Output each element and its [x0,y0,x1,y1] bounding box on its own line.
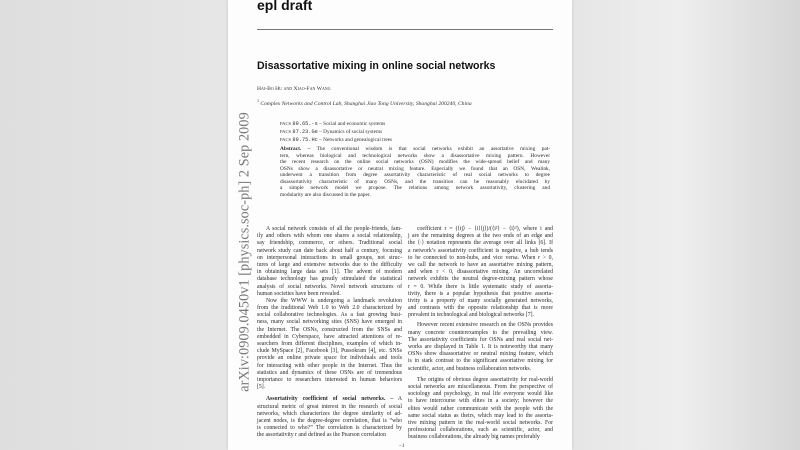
text-line [408,337,553,344]
text-line [408,291,553,298]
line-text: from the traditional Web 1.0 to Web 2.0 characterized by [257,305,402,312]
abstract [280,146,550,198]
text-line [257,418,402,425]
text-line [257,319,402,326]
line-text: The conventional wisdom is that social networks exhibit an assortative mixing pat- [316,146,550,152]
line-text: tive mixing pattern in the real-world social networks. For [408,419,553,426]
text-line [408,298,553,305]
text-line [408,358,553,365]
line-text: ness, many social networking sites (SNS) have emerged in [257,319,402,326]
line-text: prevalent in technological and biological networks [7]. [408,312,534,319]
line-text: tures of large and extensive networks due to the difficulty [257,261,402,268]
line-text: to be connected to non-hubs, and vice versa. When r > 0, [408,254,553,261]
text-line [408,366,553,373]
pacs-desc: – Networks and genealogical trees [319,137,393,143]
text-line [257,411,402,418]
line-text: scientific, actor, and business collaboration networks. [408,365,532,372]
text-line [257,432,402,439]
line-text: analysis of social networks. Novel network structures of [257,283,402,290]
text-line [408,413,553,420]
text-line [257,240,402,247]
line-text: social collaborative technologies. As a fast growing busi- [257,312,402,319]
line-text: disassortativity characteristic of many OSNs, and the transition can be reasonably elucidated by [280,178,550,185]
text-line [408,406,553,413]
line-text: coefficient r = (⟨ij⟩ − ⟨i⟩⟨j⟩)/(⟨i²⟩ − ⟨i⟩²), where i and [417,226,553,232]
line-text: modularity are also discussed in the paper. [280,191,371,198]
line-text: A social network consists of all the people-friends, fam- [266,226,402,232]
affiliation [257,98,472,107]
paragraph [257,298,402,391]
line-text: underwent a transition from degree assortativity characteristic of real social networks to degree [280,172,550,179]
text-line [257,384,402,391]
line-text: sociology and psychology, in real life everyone would like [408,391,553,398]
line-text: is connected to who?” The correlation is characterized by [257,425,402,432]
text-line [257,248,402,255]
text-line [257,341,402,348]
line-text: jacent nodes, is the degree-degree correlation, that is “who [257,417,402,424]
text-line [257,363,402,370]
line-text: and when r < 0, disassortative mixing. An uncorrelated [408,269,553,276]
text-line [408,284,553,291]
line-text: a simple network model we propose. The relations among network assortativity, clustering and [280,185,550,192]
line-text: same social status as theirs, which may lead to the assorta- [408,412,553,419]
line-text: works are displayed in Table 1. It is noteworthy that many [408,344,553,350]
pacs-desc: – Dynamics of social systems [319,129,383,135]
line-text: embedded in Cyberspace, have attracted attentions of re- [257,333,402,340]
line-text: many concrete counterexamples to the prevailing view. [408,329,553,336]
text-line [408,398,553,405]
line-text: network study can date back about half a century, focusing [257,247,402,254]
line-text: r = 0. While there is little systematic study of assorta- [408,283,553,290]
header-rule [257,29,553,30]
text-line [408,420,553,427]
line-text: the ⟨·⟩ notation represents the average over all links [6]. If [408,240,553,247]
text-line [257,370,402,377]
line-text: tern, whereas biological and technological networks show a disassortative mixing pattern. However [280,152,550,159]
text-line [408,276,553,283]
paragraph [257,226,402,298]
line-text: The assortativity coefficients for OSNs and real social net- [408,336,553,343]
text-line [408,312,553,319]
paper-title: Disassortative mixing in online social networks [257,60,496,72]
text-line [257,404,402,411]
pacs-code: 87.23.Ge [292,129,318,135]
pacs-label: PACS [280,129,292,134]
text-line [257,355,402,362]
pacs-code: 89.65.-s [292,121,318,127]
line-text: [5]. [257,384,266,391]
page-number: –1 [399,443,405,449]
line-text: social networks are miscellaneous. From the perspective of [408,383,553,390]
affiliation-mark: 1 [257,98,259,103]
line-text: the Internet. The OSNs, constructed from the SNSs and [257,326,402,333]
journal-header: epl draft [257,0,313,13]
line-text: elites would rather communicate with the people with the [408,405,553,412]
text-line [257,291,402,298]
text-line [257,327,402,334]
line-text: OSNs show disassortative or neutral mixing feature, which [408,351,553,358]
text-line [408,391,553,398]
line-text: a network’s assortativity coefficient is negative, a hub tends [408,247,553,254]
line-text: Now the WWW is undergoing a landmark revolution [266,297,402,304]
text-line [408,248,553,255]
line-text: human societies have been revealed. [257,290,341,297]
line-text: network exhibits the neutral degree-mixing pattern whose [408,276,553,283]
text-line [257,284,402,291]
line-text: ily and others with whom one shares a social relationship, [257,233,402,240]
text-line [257,334,402,341]
text-line [408,269,553,276]
line-text: The origins of obvious degree assortativity for real-world [417,376,553,383]
text-line [408,377,553,384]
line-text: A [397,396,403,403]
line-text: However recent extensive research on the OSNs provides [417,322,553,329]
text-line [280,192,550,199]
pacs-label: PACS [280,137,292,142]
pacs-label: PACS [280,121,292,126]
line-text: database technology has greatly stimulated the statistical [257,276,402,283]
text-line [257,276,402,283]
text-line [257,269,402,276]
line-text: on interpersonal interactions in small groups, not struc- [257,254,402,261]
paper-page [228,0,572,450]
line-text: j are the remaining degrees at the two ends of an edge and [408,233,553,240]
paragraph-lead: Abstract. – [280,146,311,152]
line-text: in obtaining large data sets [1]. The advent of modern [257,269,402,276]
text-line [257,377,402,384]
line-text: we call the network to have an assortative mixing pattern, [408,261,553,268]
line-text: and contrasts with the opposite relationship that is more [408,305,553,312]
text-line [408,262,553,269]
text-line [408,330,553,337]
line-text: statistics and dynamics of these OSNs are of tremendous [257,369,402,376]
text-line [257,226,402,233]
line-text: provide an online private space for individuals and tools [257,355,402,362]
pacs-code: 89.75.Hc [292,137,318,143]
paragraph [408,322,553,372]
text-line [408,305,553,312]
affiliation-text: Complex Networks and Control Lab, Shanghai Jiao Tong University, Shanghai 200240, China [260,100,472,107]
paragraph [408,377,553,442]
line-text: professional collaborations, such as scientific, actor, and [408,427,553,434]
text-line [257,396,402,403]
line-text: clude MySpace [2], Facebook [3], Pussokram [4], etc. SNSs [257,348,402,355]
line-text: business collaborations, the already big names preferably [408,434,540,441]
text-line [408,322,553,329]
line-text: for interacting with other people in the Internet. Thus the [257,362,402,369]
paragraph [257,396,402,439]
line-text: OSNs show a disassortative or neutral mixing feature. Especially we found that an OSN, Wealink, [280,165,550,172]
arxiv-stamp: arXiv:0909.0450v1 [physics.soc-ph] 2 Sep 2009 [236,112,253,392]
line-text: importance to researchers interested in human behaviors [257,376,402,383]
authors: Hai-Bo Hu and Xiao-Fan Wang [257,86,331,92]
text-line [257,255,402,262]
line-text: say friendship, commerce, or others. Traditional social [257,240,402,247]
line-text: to have intercourse with elites in a society; however the [408,398,553,405]
pacs-line [280,129,382,135]
left-column [257,226,402,439]
pacs-desc: – Social and economic systems [319,121,386,127]
text-line [257,298,402,305]
line-text: structural metric of great interest in the research of social [257,403,402,410]
text-line [408,255,553,262]
right-column [408,226,553,441]
paragraph-lead: Assortativity coefficient of social networks. – [266,396,394,403]
text-line [408,434,553,441]
pacs-line [280,121,385,127]
text-line [408,240,553,247]
line-text: tivity, there is a popular hypothesis that positive assorta- [408,290,553,297]
line-text: the recent research on the online social networks (OSN) modifies the wide-spread belief and many [280,159,550,166]
line-text: searchers from different disciplines, examples of which in- [257,341,402,347]
line-text: is in stark contrast to the significant assortative mixing for [408,358,553,365]
line-text: networks, which characterizes the degree similarity of ad- [257,410,402,417]
line-text: tivity is a property of many socially generated networks, [408,297,553,304]
line-text: the assortativity r and defined as the Pearson correlation [257,432,387,439]
paragraph [408,226,553,319]
pacs-line [280,137,392,143]
